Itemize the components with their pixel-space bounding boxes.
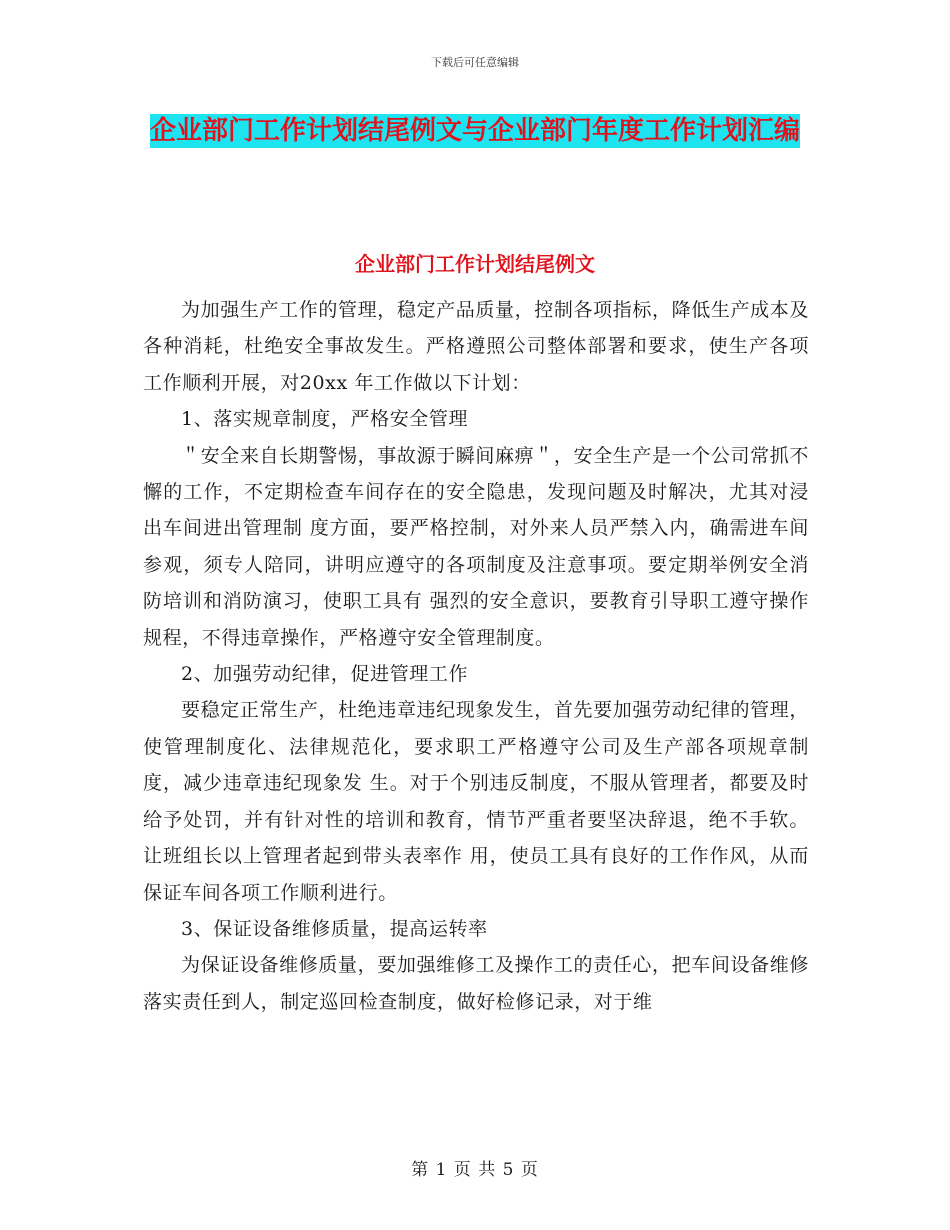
- paragraph: 要稳定正常生产，杜绝违章违纪现象发生，首先要加强劳动纪律的管理，使管理制度化、法律规范化，要求职工严格遵守公司及生产部各项规章制度，减少违章违纪现象发 生。对于个别违反制度，不服从管理者，都要及时给予处罚，并有针对性的培训和教育，情节严重者要坚决辞退，绝不手软。让班组长以上管理者起到带头表率作 用，使员工具有良好的工作作风，从而保证车间各项工作顺利进行。: [143, 699, 809, 904]
- document-title-text: 企业部门工作计划结尾例文与企业部门年度工作计划汇编: [149, 116, 800, 146]
- header-note: 下载后可任意编辑: [431, 56, 519, 69]
- section-heading: 2、加强劳动纪律，促进管理工作: [181, 663, 469, 686]
- paragraph: 为保证设备维修质量，要加强维修工及操作工的责任心，把车间设备维修落实责任到人，制定巡回检查制度，做好检修记录，对于维: [143, 954, 809, 1013]
- page-number: 第 1 页 共 5 页: [411, 1160, 539, 1180]
- paragraph: 为加强生产工作的管理，稳定产品质量，控制各项指标，降低生产成本及各种消耗，杜绝安全事故发生。严格遵照公司整体部署和要求，使生产各项工作顺利开展，对20xx 年工作做以下计划：: [143, 299, 809, 394]
- section-heading: 1、落实规章制度，严格安全管理: [181, 408, 469, 431]
- document-body: [143, 292, 809, 1020]
- paragraph: ＂安全来自长期警惕，事故源于瞬间麻痹＂，安全生产是一个公司常抓不懈的工作，不定期检查车间存在的安全隐患，发现问题及时解决，尤其对浸出车间进出管理制 度方面，要严格控制，对外来人员严禁入内，确需进车间参观，须专人陪同，讲明应遵守的各项制度及注意事项。要定期举例安全消防培训和消防演习，使职工具有 强烈的安全意识，要教育引导职工遵守操作规程，不得违章操作，严格遵守安全管理制度。: [143, 444, 809, 649]
- section-title: 企业部门工作计划结尾例文: [355, 252, 595, 276]
- document-title: [140, 108, 810, 154]
- section-heading: 3、保证设备维修质量，提高运转率: [181, 917, 488, 940]
